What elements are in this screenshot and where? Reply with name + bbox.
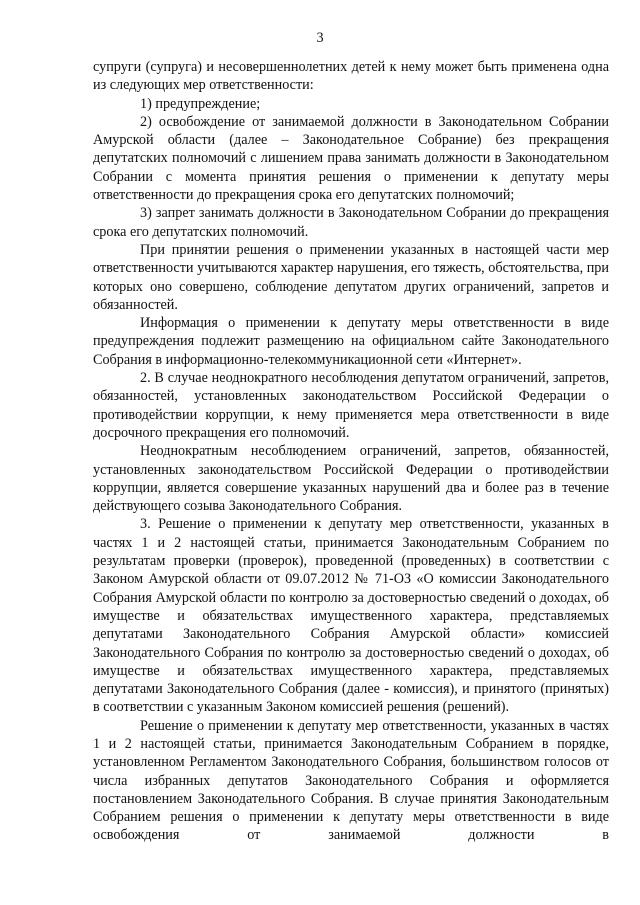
paragraph-measure-3: 3) запрет занимать должности в Законодательном Собрании до прекращения срока его депутатских полномочий.	[93, 205, 609, 240]
paragraph-part-2: 2. В случае неоднократного несоблюдения депутатом ограничений, запретов, обязанностей, установленных законодательством Российской Федерации о противодействии коррупции, к нему применяется мера ответственности в виде досрочного прекращения его полномочий.	[93, 370, 609, 441]
page-number: 3	[316, 30, 324, 46]
paragraph-part-3: 3. Решение о применении к депутату мер ответственности, указанных в частях 1 и 2 настоящей статьи, принимается Законодательным Собранием по результатам проверки (проверок), проведенной (проведенных) в соответствии с Законом Амурской области от 09.07.2012 № 71-ОЗ «О комиссии Законодательного Собрания Амурской области по контролю за достоверностью сведений о доходах, об имуществе и обязательствах имущественного характера, представляемых депутатами Законодательного Собрания Амурской области» комиссией Законодательного Собрания по контролю за достоверностью сведений о доходах, об имуществе и обязательствах имущественного характера, представляемых депутатами Законодательного Собрания (далее - комиссия), и принятого (принятых) в соответствии с указанным Законом комиссией решения (решений).	[93, 516, 609, 716]
paragraph-decision-procedure: Решение о применении к депутату мер ответственности, указанных в частях 1 и 2 настоящей статьи, принимается Законодательным Собранием в порядке, установленном Регламентом Законодательного Собрания, большинством голосов от числа избранных депутатов Законодательного Собрания и оформляется постановлением Законодательного Собрания. В случае принятия Законодательным Собранием решения о применении к депутату меры ответственности в виде освобождения от занимаемой должности в	[93, 717, 609, 844]
document-body	[93, 58, 609, 845]
paragraph-measure-2: 2) освобождение от занимаемой должности в Законодательном Собрании Амурской области (далее – Законодательное Собрание) без прекращения депутатских полномочий с лишением права занимать должности в Законодательном Собрании с момента принятия решения о применении к депутату меры ответственности до прекращения срока его депутатских полномочий;	[93, 113, 609, 204]
paragraph-considerations: При принятии решения о применении указанных в настоящей части мер ответственности учитываются характер нарушения, его тяжесть, обстоятельства, при которых оно совершено, соблюдение депутатом других ограничений, запретов и обязанностей.	[93, 241, 609, 313]
paragraph-measure-1: 1) предупреждение;	[140, 95, 261, 112]
paragraph-repeated-violation: Неоднократным несоблюдением ограничений, запретов, обязанностей, установленных законодательством Российской Федерации о противодействии коррупции, является совершение указанных нарушений два и более раз в течение действующего созыва Законодательного Собрания.	[93, 443, 609, 515]
paragraph-continuation: супруги (супруга) и несовершеннолетних детей к нему может быть применена одна из следующих мер ответственности:	[93, 59, 609, 94]
paragraph-publication: Информация о применении к депутату меры ответственности в виде предупреждения подлежит размещению на официальном сайте Законодательного Собрания в информационно-телекоммуникационной сети «Интернет».	[93, 315, 609, 368]
